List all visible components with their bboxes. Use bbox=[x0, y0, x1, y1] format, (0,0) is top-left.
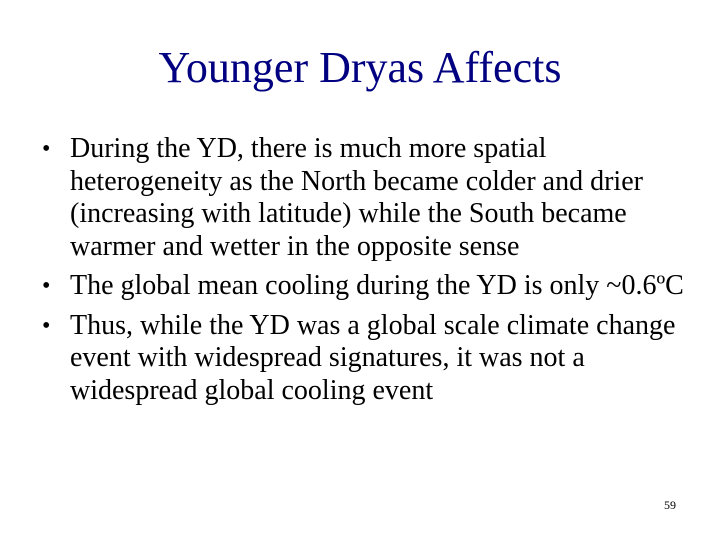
bullet-text: The global mean cooling during the YD is only ~0.6ºC bbox=[70, 270, 684, 301]
bullet-marker: • bbox=[42, 136, 51, 162]
bullet-text: During the YD, there is much more spatial heterogeneity as the North became colder and drier (increasing with latitude) while the South became warmer and wetter in the opposite sense bbox=[70, 133, 643, 262]
slide-title: Younger Dryas Affects bbox=[158, 43, 562, 92]
bullet-item bbox=[30, 133, 700, 263]
bullet-item bbox=[30, 270, 700, 303]
bullet-text: Thus, while the YD was a global scale climate change event with widespread signatures, it was not a widespread global cooling event bbox=[70, 309, 676, 406]
bullet-list bbox=[30, 133, 700, 414]
bullet-marker: • bbox=[42, 273, 51, 299]
bullet-item bbox=[30, 310, 700, 408]
page-number: 59 bbox=[664, 498, 676, 512]
bullet-marker: • bbox=[42, 312, 51, 339]
